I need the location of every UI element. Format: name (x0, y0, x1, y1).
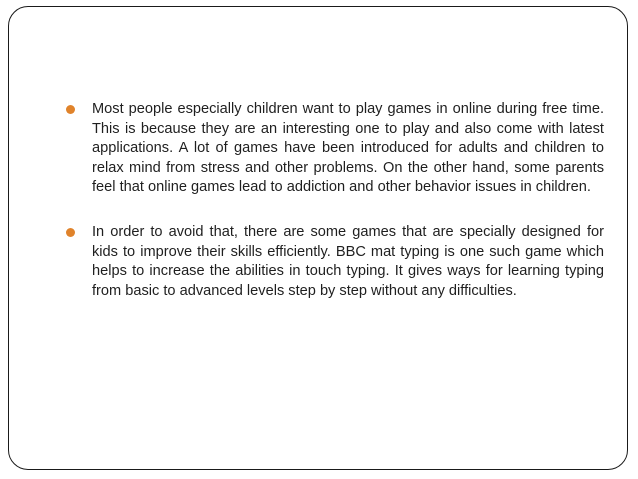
bullet-item-1 (66, 100, 604, 198)
bullet-dot-icon (66, 228, 75, 237)
bullet-text-1: Most people especially children want to play games in online during free time. This is because they are an interesting one to play and also come with latest applications. A lot of games have been introduced for adults and children to relax mind from stress and other problems. On the other hand, some parents feel that online games lead to addiction and other behavior issues in children. (92, 101, 604, 196)
bullet-item-2 (66, 223, 604, 301)
bullet-text-2: In order to avoid that, there are some games that are specially designed for kids to improve their skills efficiently. BBC mat typing is one such game which helps to increase the abilities in touch typing. It gives ways for learning typing from basic to advanced levels step by step without any difficulties. (92, 223, 604, 299)
bullet-list (66, 100, 604, 326)
bullet-dot-icon (66, 105, 75, 114)
